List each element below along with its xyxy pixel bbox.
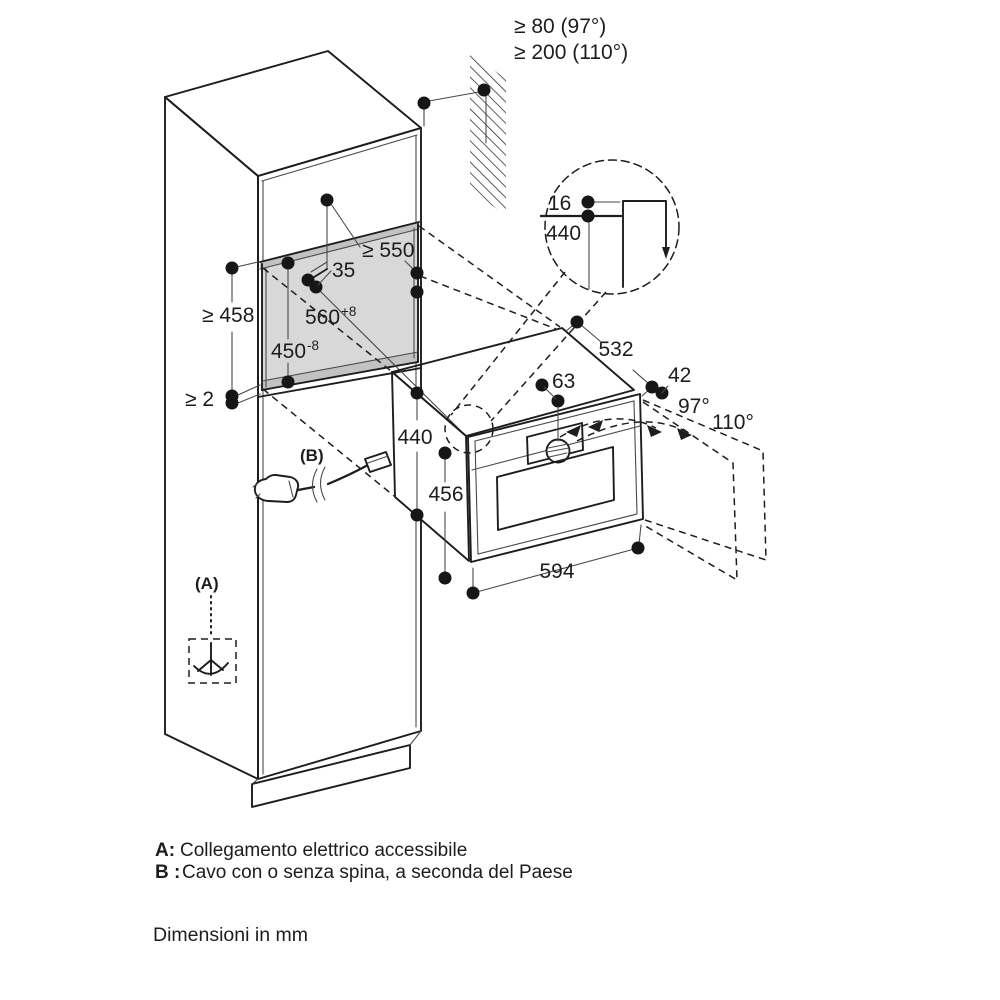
dim-wall-clearance-110: ≥ 200 (110°) — [514, 41, 629, 64]
dim-wall-clearance-97: ≥ 80 (97°) — [514, 15, 607, 38]
dim-front-height: 456 — [428, 483, 464, 506]
dim-front-offset: 42 — [668, 364, 692, 387]
dim-niche-width: $560^{+8}$ — [305, 304, 357, 329]
dim-angle-97: 97° — [678, 395, 710, 418]
plug-icon — [255, 475, 298, 502]
terminal-box-icon — [365, 452, 391, 472]
cabinet-left-face — [165, 97, 258, 779]
dim-niche-depth: ≥ 550 — [362, 239, 415, 262]
niche-opening — [258, 203, 421, 397]
legend — [153, 840, 573, 946]
mains-cable — [253, 446, 391, 502]
dim-rail-offset: 35 — [332, 259, 356, 282]
dim-angle-110: 110° — [712, 411, 754, 434]
wall-section — [470, 52, 506, 216]
legend-a-key: A: — [155, 840, 176, 861]
cable-break-icon — [313, 467, 326, 502]
dim-panel-depth: 440 — [546, 222, 582, 245]
wall-clearance-dimension — [418, 15, 629, 143]
dim-panel-thickness: 16 — [548, 192, 572, 215]
wall-hatch — [470, 52, 506, 216]
legend-b-text: Cavo con o senza spina, a seconda del Paese — [182, 862, 573, 883]
dim-min-gap: ≥ 2 — [184, 388, 214, 411]
electrical-connection — [189, 574, 236, 683]
cabinet-plinth — [252, 745, 410, 807]
callout-a-label: (A) — [195, 574, 219, 593]
dim-min-height: ≥ 458 — [202, 304, 255, 327]
cabinet-outline — [165, 51, 421, 807]
legend-a-text: Collegamento elettrico accessibile — [180, 840, 468, 861]
dim-oven-depth: 532 — [598, 338, 634, 361]
dim-panel-height: 63 — [552, 370, 576, 393]
socket-symbol-icon — [194, 643, 228, 675]
dim-niche-height: $450^{-8}$ — [271, 338, 320, 363]
cabinet-top-face — [165, 51, 421, 176]
legend-b-key: B : — [155, 862, 181, 883]
callout-b-label: (B) — [300, 446, 324, 465]
cable-line — [328, 466, 366, 484]
dim-body-height: 440 — [397, 426, 433, 449]
units-note: Dimensioni in mm — [153, 924, 308, 946]
dim-oven-width: 594 — [539, 560, 575, 583]
